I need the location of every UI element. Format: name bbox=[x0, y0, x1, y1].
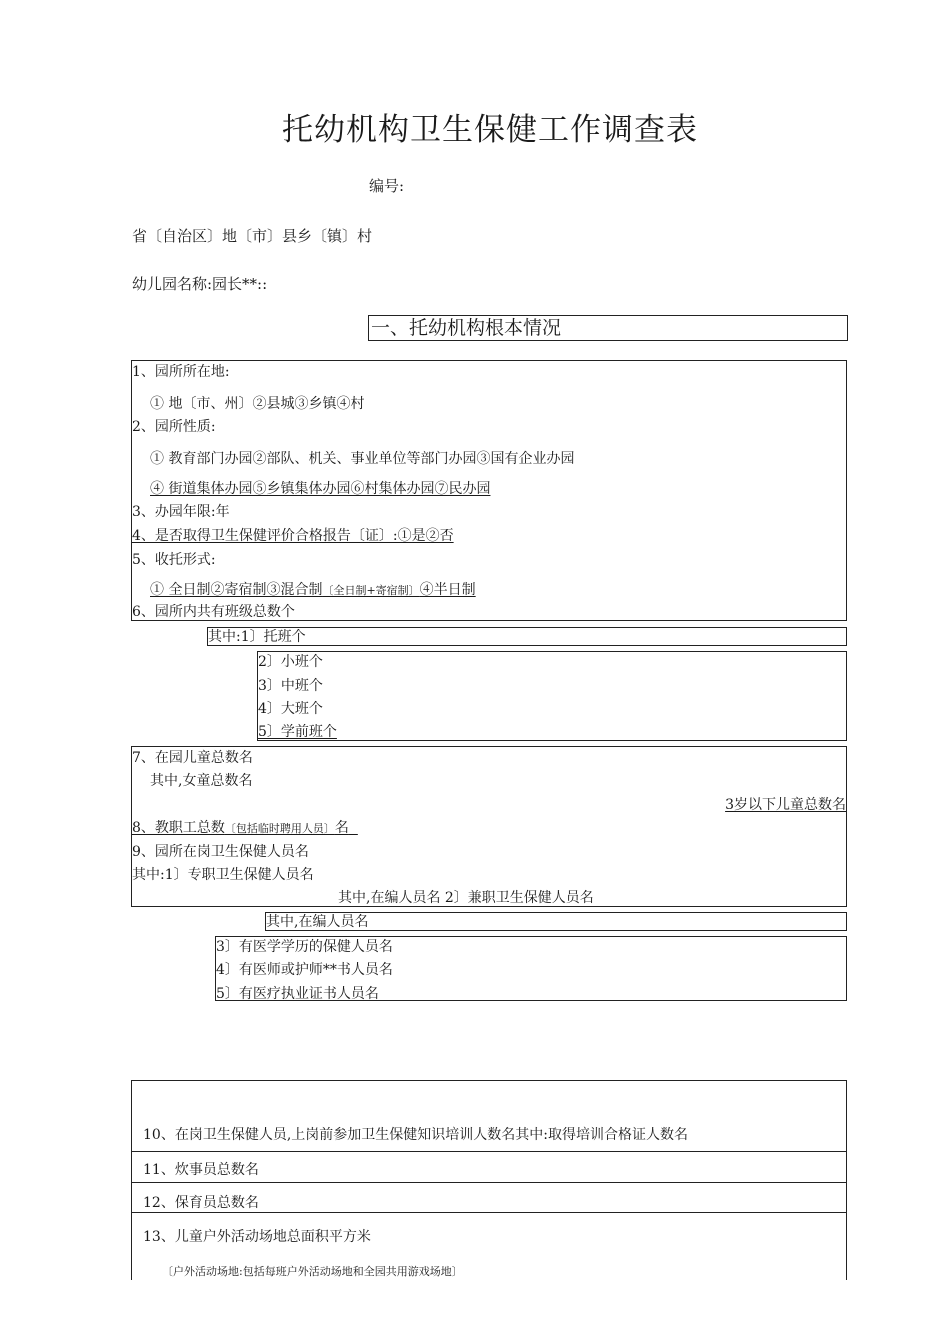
q6-sub5: 5〕学前班个 bbox=[258, 724, 337, 740]
q5-options-a: ① 全日制②寄宿制③混合制 bbox=[150, 582, 323, 598]
q11: 11、炊事员总数名 bbox=[143, 1162, 259, 1178]
q6-sub2: 2〕小班个 bbox=[258, 654, 323, 670]
q6-sub3: 3〕中班个 bbox=[258, 678, 323, 694]
staff-info-block bbox=[131, 746, 847, 907]
q9-sub5: 4〕有医师或护师**书人员名 bbox=[216, 962, 393, 978]
basic-info-block bbox=[131, 360, 847, 621]
q2-options-a: ① 教育部门办园②部队、机关、事业单位等部门办园③国有企业办园 bbox=[150, 451, 575, 467]
q7-sub1: 其中,女童总数名 bbox=[150, 773, 253, 789]
q1-label: 1、园所所在地: bbox=[132, 364, 230, 380]
q6-class-box bbox=[257, 651, 847, 741]
q9: 9、园所在岗卫生保健人员名 bbox=[132, 844, 309, 860]
kindergarten-name-line: 幼儿园名称:园长**:: bbox=[132, 275, 268, 293]
q8-a: 8、教职工总数 bbox=[132, 820, 225, 836]
row-divider bbox=[132, 1212, 846, 1213]
q9-sub4: 3〕有医学学历的保健人员名 bbox=[216, 939, 393, 955]
q5-options-b: ④半日制 bbox=[419, 582, 476, 598]
q10: 10、在岗卫生保健人员,上岗前参加卫生保健知识培训人数名其中:取得培训合格证人数名 bbox=[143, 1127, 688, 1143]
section-title: 一、托幼机构根本情况 bbox=[371, 317, 562, 339]
q6-sub1-box bbox=[207, 627, 847, 646]
q8-note: 〔包括临时聘用人员〕 bbox=[224, 822, 335, 835]
q9-sub2: 其中,在编人员名 2〕兼职卫生保健人员名 bbox=[338, 890, 594, 906]
q9-sub3-box bbox=[265, 912, 847, 931]
q9-sub3: 其中,在编人员名 bbox=[266, 914, 369, 930]
region-line: 省〔自治区〕地〔市〕县乡〔镇〕村 bbox=[132, 227, 373, 245]
serial-number-label: 编号: bbox=[369, 177, 405, 195]
q13: 13、儿童户外活动场地总面积平方米 bbox=[143, 1229, 371, 1245]
q6: 6、园所内共有班级总数个 bbox=[132, 604, 295, 620]
q9-sub1: 其中:1〕专职卫生保健人员名 bbox=[132, 867, 314, 883]
q8-b: 名 bbox=[334, 820, 349, 836]
q8 bbox=[132, 819, 358, 838]
row-divider bbox=[132, 1182, 846, 1183]
q6-sub4: 4〕大班个 bbox=[258, 701, 323, 717]
q1-options: ① 地〔市、州〕②县城③乡镇④村 bbox=[150, 396, 365, 412]
q2-label: 2、园所性质: bbox=[132, 419, 216, 435]
q7: 7、在园儿童总数名 bbox=[132, 750, 253, 766]
q12: 12、保育员总数名 bbox=[143, 1195, 259, 1211]
q5-options bbox=[150, 581, 476, 600]
q7-sub2: 3岁以下儿童总数名 bbox=[725, 797, 846, 813]
q9-qualification-box bbox=[215, 936, 847, 1001]
row-divider bbox=[132, 1151, 846, 1152]
page-title: 托幼机构卫生保健工作调查表 bbox=[282, 112, 698, 148]
q6-sub1: 其中:1〕托班个 bbox=[208, 629, 306, 645]
section-heading-box bbox=[368, 315, 848, 341]
q13-note: 〔户外活动场地:包括每班户外活动场地和全园共用游戏场地〕 bbox=[162, 1265, 463, 1278]
q4: 4、是否取得卫生保健评价合格报告〔证〕:①是②否 bbox=[132, 528, 454, 544]
q3: 3、办园年限:年 bbox=[132, 504, 230, 520]
q2-options-b: ④ 街道集体办园⑤乡镇集体办园⑥村集体办园⑦民办园 bbox=[150, 481, 491, 497]
q5-options-note: 〔全日制+寄宿制〕 bbox=[322, 584, 420, 597]
q5-label: 5、收托形式: bbox=[132, 552, 216, 568]
q9-sub6: 5〕有医疗执业证书人员名 bbox=[216, 986, 379, 1002]
staff-facility-block bbox=[131, 1080, 847, 1280]
